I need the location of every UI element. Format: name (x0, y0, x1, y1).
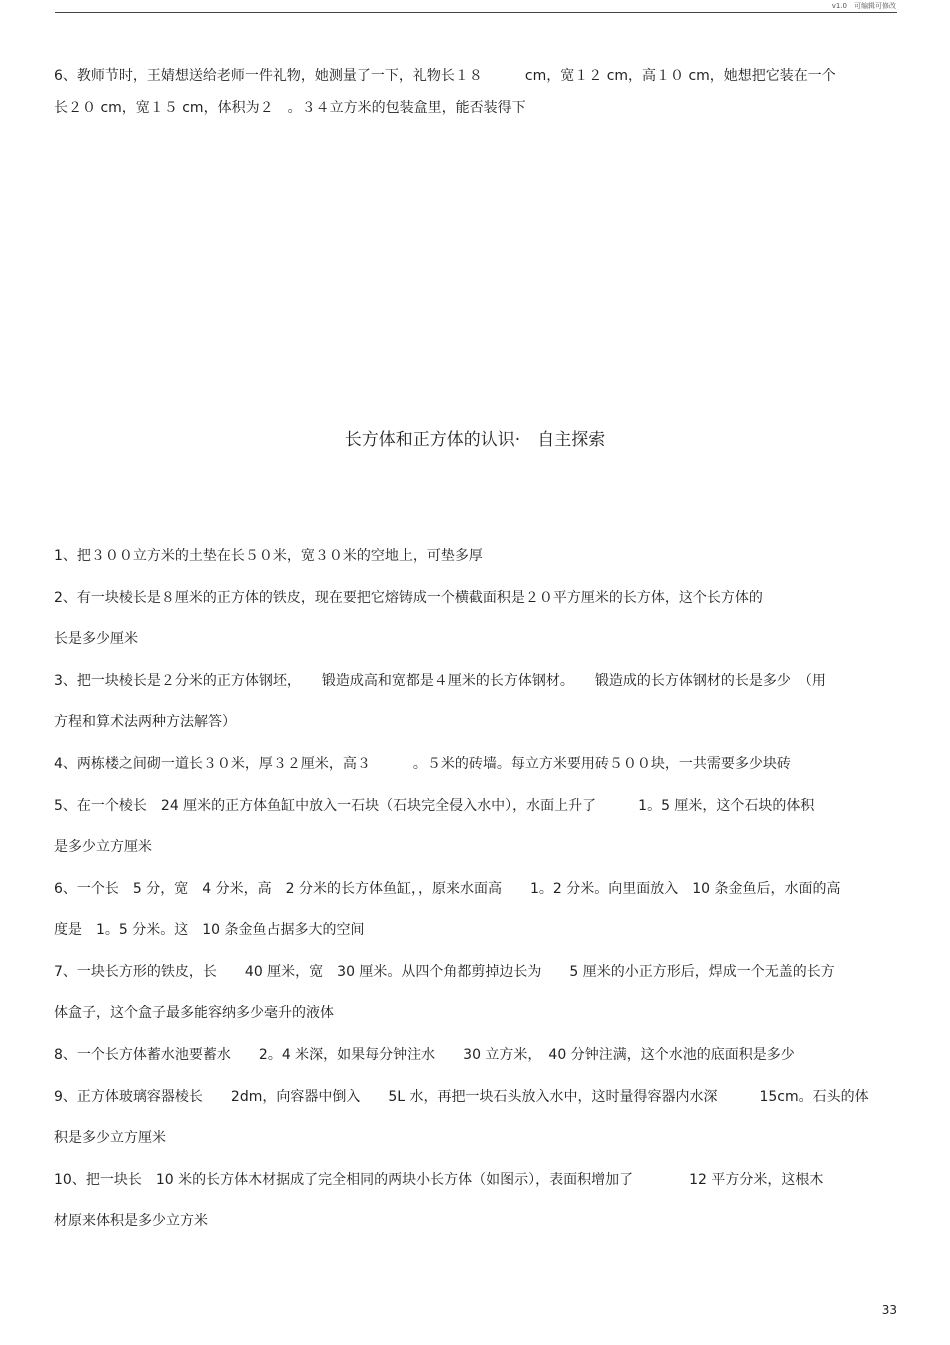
question-10-line-1: 10、把一块长 10 米的长方体木材据成了完全相同的两块小长方体（如图示），表面积增加了 12 平方分米，这根木 (54, 1172, 824, 1188)
question-6-line-1: 6、一个长 5 分，宽 4 分米，高 2 分米的长方体鱼缸，，原来水面高 1。2 分米。向里面放入 10 条金鱼后，水面的高 (54, 881, 841, 897)
question-7-line-1: 7、一块长方形的铁皮，长 40 厘米，宽 30 厘米。从四个角都剪掉边长为 5 厘米的小正方形后，焊成一个无盖的长方 (54, 964, 835, 980)
question-2-line-2: 长是多少厘米 (54, 631, 138, 647)
top-question-line-1: 6、教师节时，王婧想送给老师一件礼物，她测量了一下，礼物长１８ cm，宽１２ cm，高１０ cm，她想把它装在一个 (54, 68, 836, 84)
header-rule (55, 12, 897, 13)
question-5-line-1: 5、在一个棱长 24 厘米的正方体鱼缸中放入一石块（石块完全侵入水中），水面上升了 1。5 厘米，这个石块的体积 (54, 798, 815, 814)
question-8-line-1: 8、一个长方体蓄水池要蓄水 2。4 米深，如果每分钟注水 30 立方米， 40 分钟注满，这个水池的底面积是多少 (54, 1047, 795, 1063)
question-2-line-1: 2、有一块棱长是８厘米的正方体的铁皮，现在要把它熔铸成一个横截面积是２０平方厘米的长方体，这个长方体的 (54, 590, 763, 606)
question-3-line-2: 方程和算术法两种方法解答） (54, 714, 236, 730)
question-10-line-2: 材原来体积是多少立方米 (54, 1213, 208, 1229)
header-note: v1.0 可编辑可修改 (831, 2, 896, 10)
section-title: 长方体和正方体的认识· 自主探索 (344, 430, 606, 450)
question-9-line-1: 9、正方体玻璃容器棱长 2dm，向容器中倒入 5L 水，再把一块石头放入水中，这时量得容器内水深 15cm。石头的体 (54, 1089, 869, 1105)
question-6-line-2: 度是 1。5 分米。这 10 条金鱼占据多大的空间 (54, 922, 365, 938)
question-9-line-2: 积是多少立方厘米 (54, 1130, 166, 1146)
question-5-line-2: 是多少立方厘米 (54, 839, 152, 855)
question-1-line-1: 1、把３００立方米的土垫在长５０米，宽３０米的空地上，可垫多厚 (54, 548, 483, 564)
question-7-line-2: 体盒子，这个盒子最多能容纳多少毫升的液体 (54, 1005, 334, 1021)
question-4-line-1: 4、两栋楼之间砌一道长３０米，厚３２厘米，高３ 。５米的砖墙。每立方米要用砖５００块，一共需要多少块砖 (54, 756, 791, 772)
page-number: 33 (881, 1303, 897, 1317)
top-question-line-2: 长２０ cm，宽１５ cm，体积为２ 。３４立方米的包装盒里，能否装得下 (54, 100, 526, 116)
question-3-line-1: 3、把一块棱长是２分米的正方体钢坯， 锻造成高和宽都是４厘米的长方体钢材。 锻造成的长方体钢材的长是多少 （用 (54, 673, 826, 689)
